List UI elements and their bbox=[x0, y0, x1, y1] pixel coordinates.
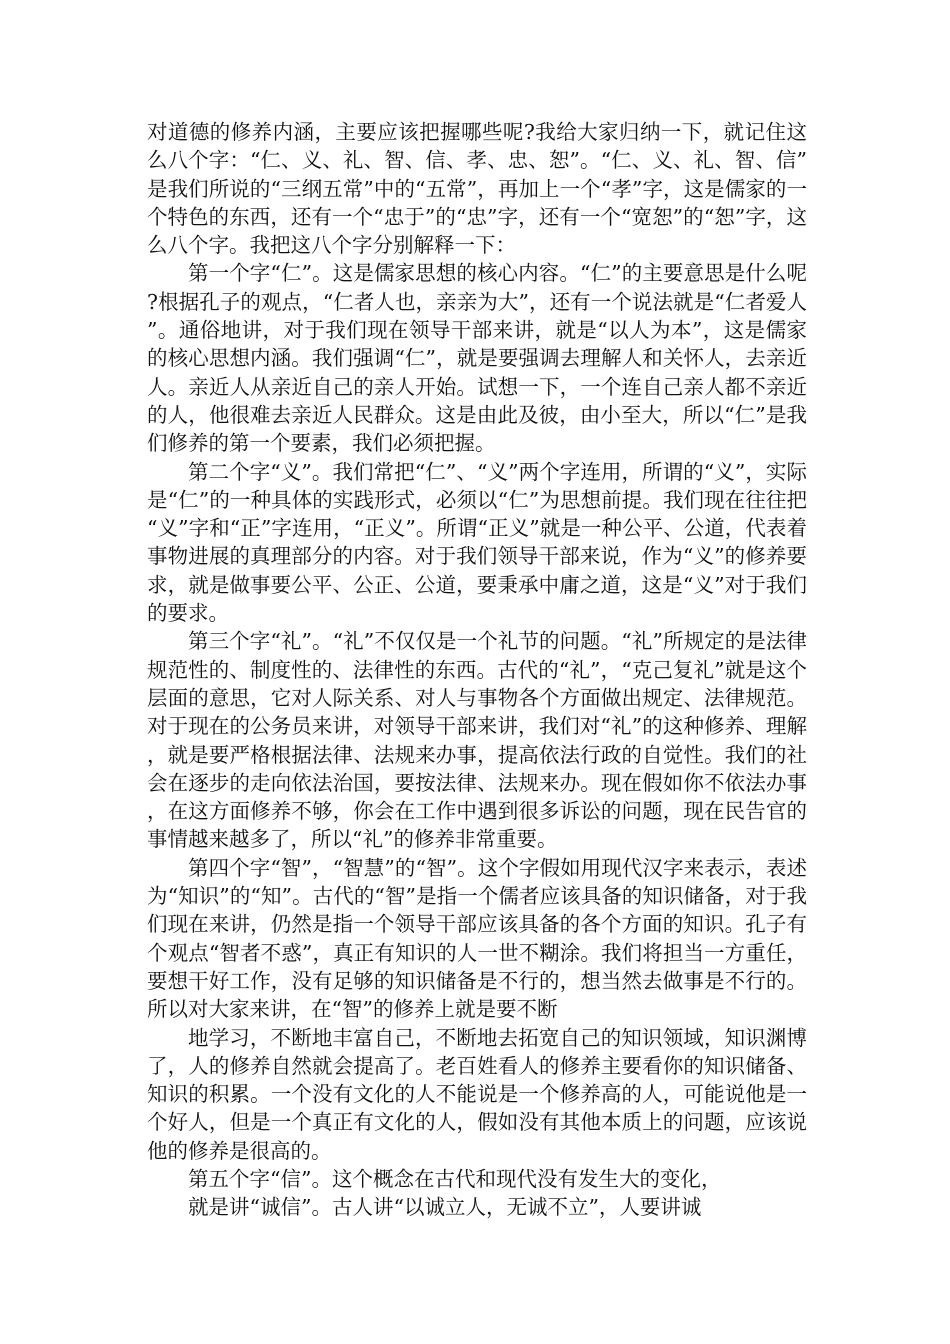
paragraph-zhi-continued: 地学习，不断地丰富自己，不断地去拓宽自己的知识领域，知识渊博了，人的修养自然就会提高了。老百姓看人的修养主要看你的知识储备、知识的积累。一个没有文化的人不能说是一个修养高的人，可能说他是一个好人，但是一个真正有文化的人，假如没有其他本质上的问题，应该说他的修养是很高的。 bbox=[147, 1025, 807, 1163]
paragraph-zhi: 第四个字“智”，“智慧”的“智”。这个字假如用现代汉字来表示，表述为“知识”的“知”。古代的“智”是指一个儒者应该具备的知识储备，对于我们现在来讲，仍然是指一个领导干部应该具备的各个方面的知识。孔子有个观点“智者不惑”，真正有知识的人一世不糊涂。我们将担当一方重任，要想干好工作，没有足够的知识储备是不行的，想当然去做事是不行的。所以对大家来讲，在“智”的修养上就是要不断 bbox=[147, 855, 807, 1022]
paragraph-yi: 第二个字“义”。我们常把“仁”、“义”两个字连用，所谓的“义”，实际是“仁”的一种具体的实践形式，必须以“仁”为思想前提。我们现在往往把“义”字和“正”字连用，“正义”。所谓“正义”就是一种公平、公道，代表着事物进展的真理部分的内容。对于我们领导干部来说，作为“义”的修养要求，就是做事要公平、公正、公道，要秉承中庸之道，这是“义”对于我们的要求。 bbox=[147, 459, 807, 626]
paragraph-li: 第三个字“礼”。“礼”不仅仅是一个礼节的问题。“礼”所规定的是法律规范性的、制度性的、法律性的东西。古代的“礼”，“克己复礼”就是这个层面的意思，它对人际关系、对人与事物各个方面做出规定、法律规范。对于现在的公务员来讲，对领导干部来讲，我们对“礼”的这种修养、理解，就是要严格根据法律、法规来办事，提高依法行政的自觉性。我们的社会在逐步的走向依法治国，要按法律、法规来办。现在假如你不依法办事，在这方面修养不够，你会在工作中遇到很多诉讼的问题，现在民告官的事情越来越多了，所以“礼”的修养非常重要。 bbox=[147, 629, 807, 852]
paragraph-xin: 第五个字“信”。这个概念在古代和现代没有发生大的变化， bbox=[188, 1166, 722, 1191]
document-page bbox=[147, 118, 807, 1222]
paragraph-xin-continued: 就是讲“诚信”。古人讲“以诚立人，无诚不立”，人要讲诚 bbox=[188, 1195, 702, 1220]
paragraph-ren: 第一个字“仁”。这是儒家思想的核心内容。“仁”的主要意思是什么呢?根据孔子的观点，“仁者人也，亲亲为大”，还有一个说法就是“仁者爱人”。通俗地讲，对于我们现在领导干部来讲，就是“以人为本”，这是儒家的核心思想内涵。我们强调“仁”，就是要强调去理解人和关怀人，去亲近人。亲近人从亲近自己的亲人开始。试想一下，一个连自己亲人都不亲近的人，他很难去亲近人民群众。这是由此及彼，由小至大，所以“仁”是我们修养的第一个要素，我们必须把握。 bbox=[147, 261, 807, 456]
paragraph-intro: 对道德的修养内涵，主要应该把握哪些呢?我给大家归纳一下，就记住这么八个字：“仁、义、礼、智、信、孝、忠、恕”。“仁、义、礼、智、信”是我们所说的“三纲五常”中的“五常”，再加上一个“孝”字，这是儒家的一个特色的东西，还有一个“忠于”的“忠”字，还有一个“宽恕”的“恕”字，这么八个字。我把这八个字分别解释一下： bbox=[147, 120, 807, 258]
